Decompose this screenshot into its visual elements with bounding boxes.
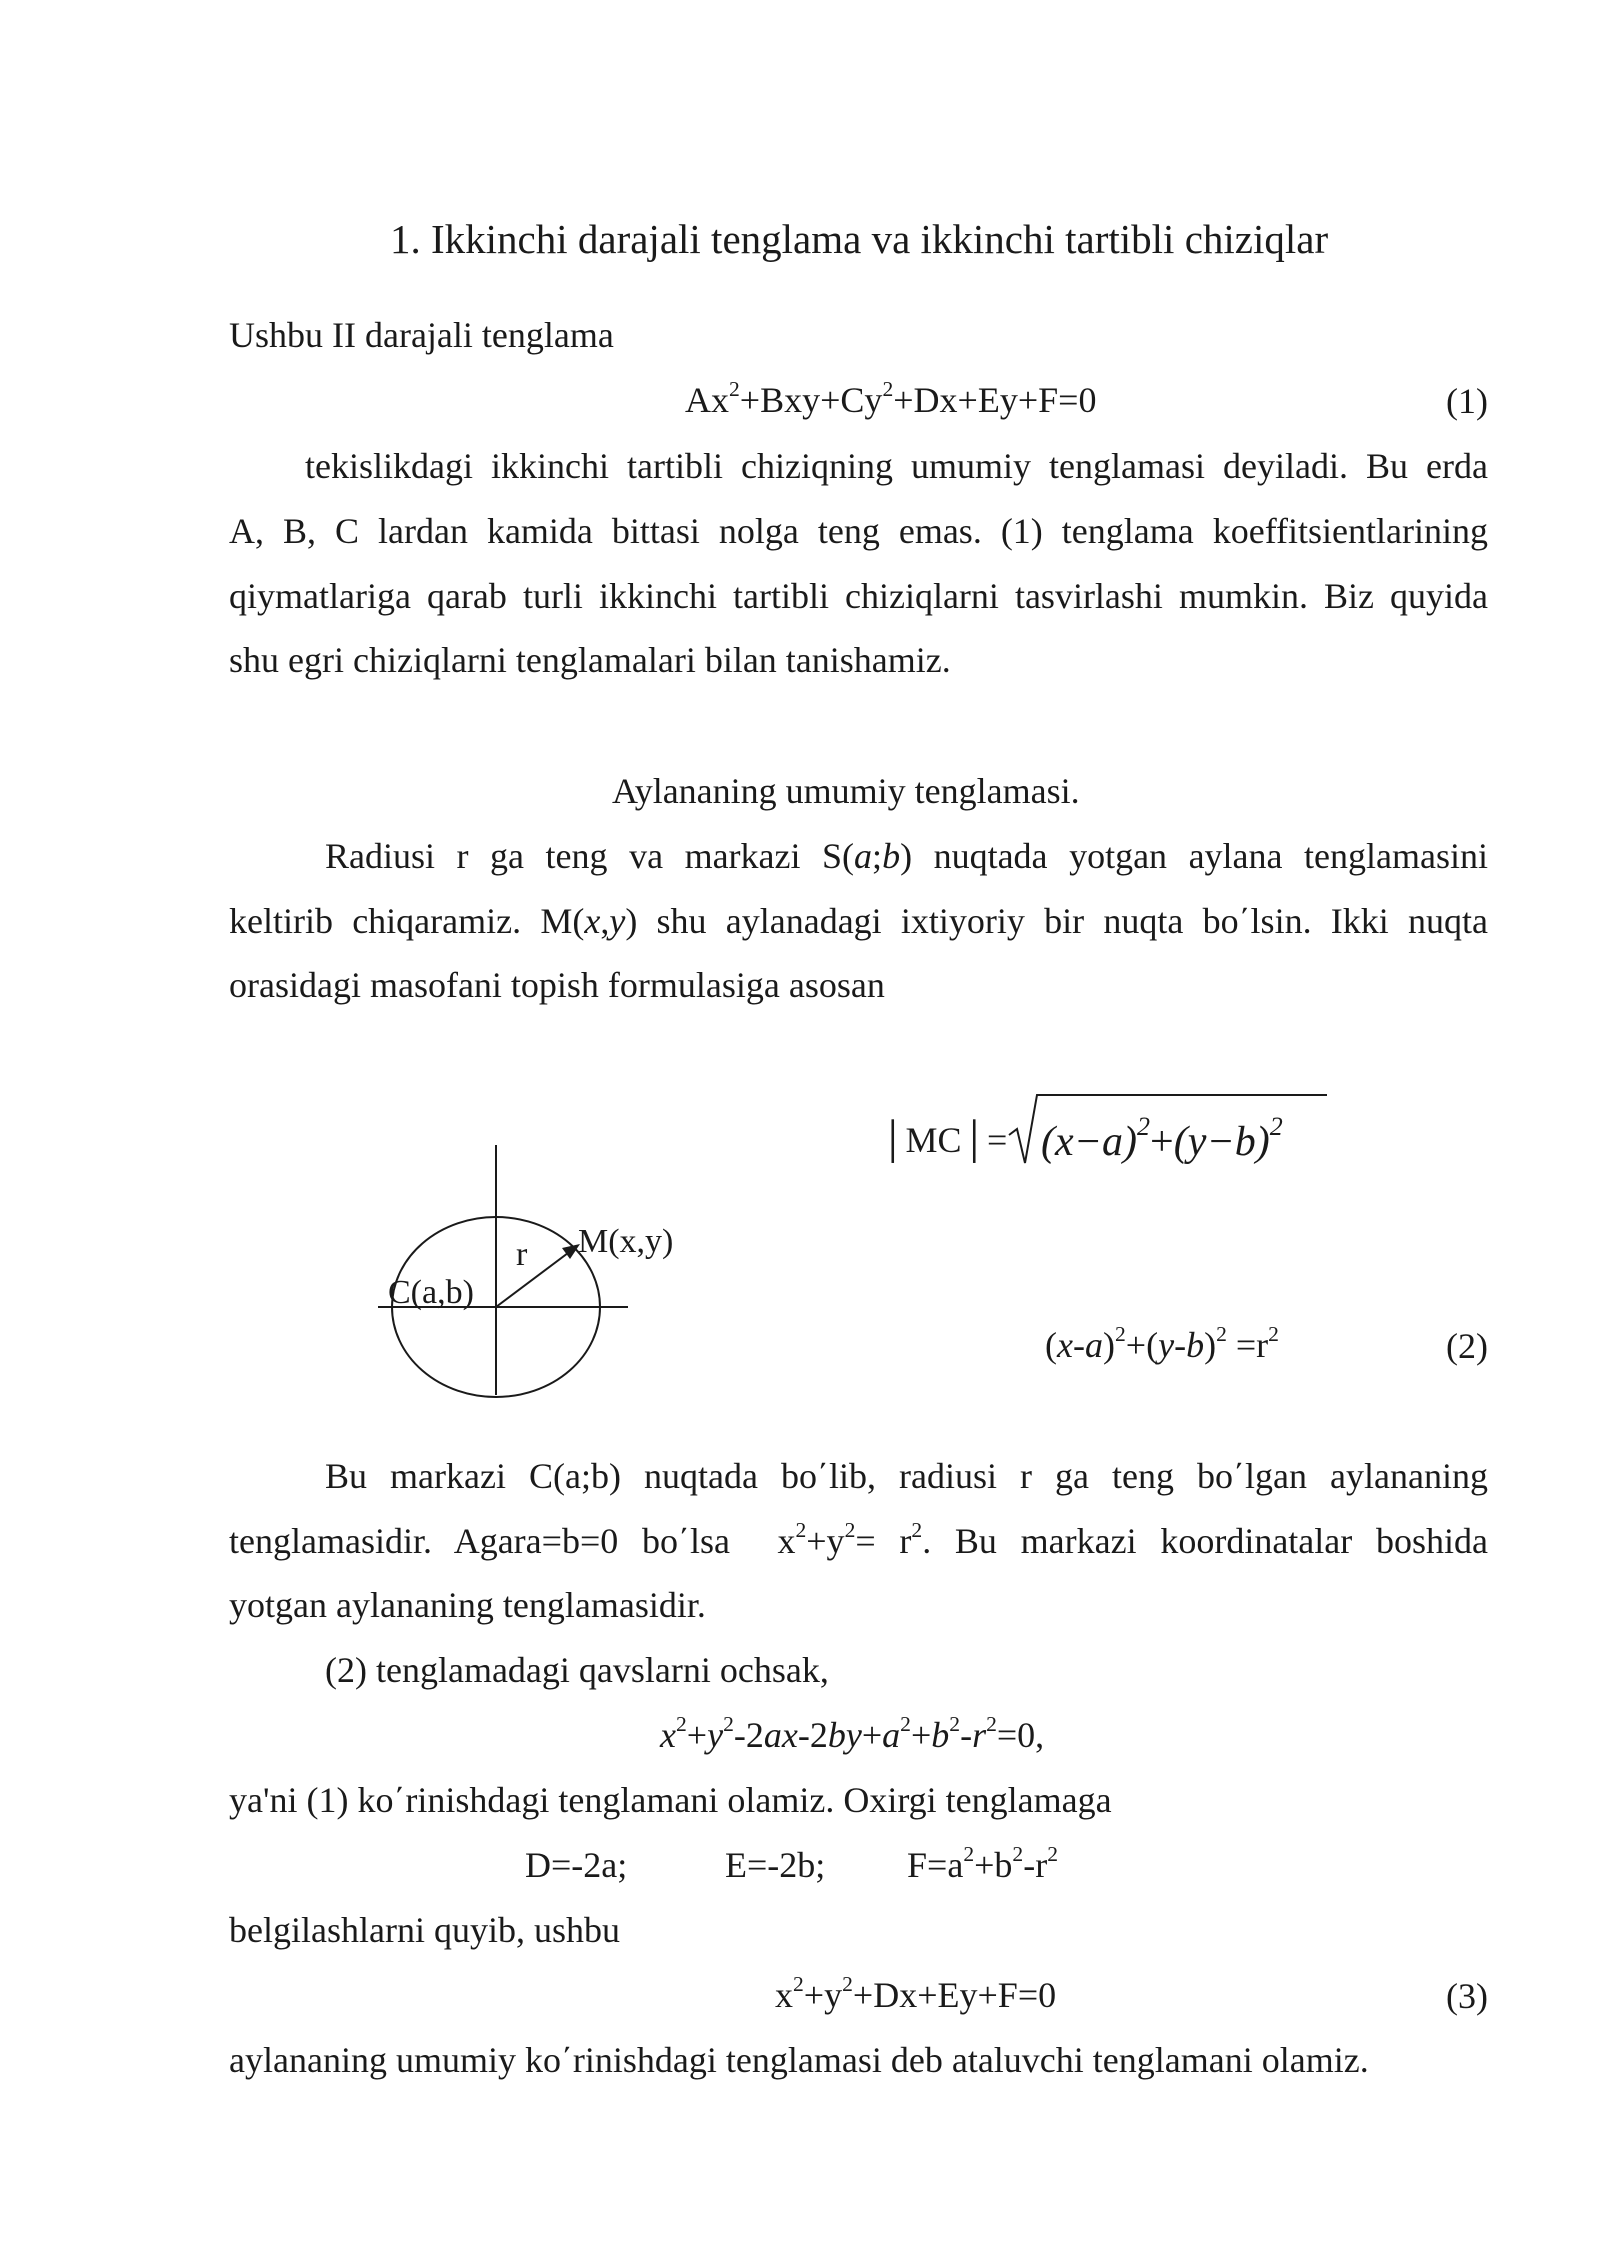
coef-e: E=-2b; xyxy=(725,1845,826,1885)
paragraph-line: A, B, C lardan kamida bittasi nolga teng emas. (1) tenglama koeffitsientlarining xyxy=(229,511,1488,551)
paragraph-line: (2) tenglamadagi qavslarni ochsak, xyxy=(325,1650,829,1690)
paragraph-line: Bu markazi C(a;b) nuqtada bo΄lib, radiusi r ga teng bo΄lgan aylananing xyxy=(325,1456,1488,1496)
paragraph-line: orasidagi masofani topish formulasiga asosan xyxy=(229,965,885,1005)
intro-text: Ushbu II darajali tenglama xyxy=(229,315,614,355)
paragraph-line: ya'ni (1) ko΄rinishdagi tenglamani olamiz. Oxirgi tenglamaga xyxy=(229,1780,1112,1820)
section-subtitle: Aylananing umumiy tenglamasi. xyxy=(612,771,1080,811)
paragraph-line: qiymatlariga qarab turli ikkinchi tartibli chiziqlarni tasvirlashi mumkin. Biz quyida xyxy=(229,576,1488,616)
expanded-equation: $x^2+y^2-2ax-2by+a^2+b^2-r^2=0$, xyxy=(660,1711,1045,1755)
paragraph-line: yotgan aylananing tenglamasidir. xyxy=(229,1585,706,1625)
coef-f: $F=a^2+b^2-r^2$ xyxy=(907,1841,1058,1885)
paragraph-line: tenglamasidir. Agara=b=0 bo΄lsa $x^2+y^2= r^2$. Bu markazi koordinatalar boshida xyxy=(229,1517,1488,1561)
equation-1-number: (1) xyxy=(1446,381,1488,421)
sqrt-content: $(x-a)^2+(y-b)^2$ xyxy=(1041,1112,1283,1165)
coef-d: D=-2a; xyxy=(525,1845,628,1885)
paragraph-line: Radiusi r ga teng va markazi S(a;b) nuqtada yotgan aylana tenglamasini xyxy=(325,836,1488,876)
paragraph-line: belgilashlarni quyib, ushbu xyxy=(229,1910,620,1950)
equation-3: $x^2+y^2+Dx+Ey+F=0$ xyxy=(775,1971,1057,2015)
distance-formula xyxy=(1005,1085,1335,1175)
center-label: C(a,b) xyxy=(388,1274,474,1311)
paragraph-line: shu egri chiziqlarni tenglamalari bilan tanishamiz. xyxy=(229,640,951,680)
circle-diagram xyxy=(370,1135,710,1405)
mc-label: │MC│= xyxy=(880,1120,1008,1160)
radius-line xyxy=(496,1247,576,1307)
equation-1: $Ax^2+Bxy+Cy^2+Dx+Ey+F=0$ xyxy=(685,376,1097,420)
page-title: 1. Ikkinchi darajali tenglama va ikkinchi tartibli chiziqlar xyxy=(390,216,1329,262)
equation-3-number: (3) xyxy=(1446,1976,1488,2016)
equation-2-number: (2) xyxy=(1446,1326,1488,1366)
paragraph-line: tekislikdagi ikkinchi tartibli chiziqning umumiy tenglamasi deyiladi. Bu erda xyxy=(305,446,1488,486)
equation-2: $(x-a)^2+(y-b)^2 =r^2$ xyxy=(1045,1321,1279,1365)
paragraph-line: aylananing umumiy ko΄rinishdagi tenglamasi deb ataluvchi tenglamani olamiz. xyxy=(229,2040,1369,2080)
point-label: M(x,y) xyxy=(578,1223,674,1260)
radius-label: r xyxy=(516,1236,528,1273)
paragraph-line: keltirib chiqaramiz. M(x,y) shu aylanadagi ixtiyoriy bir nuqta bo΄lsin. Ikki nuqta xyxy=(229,901,1488,941)
